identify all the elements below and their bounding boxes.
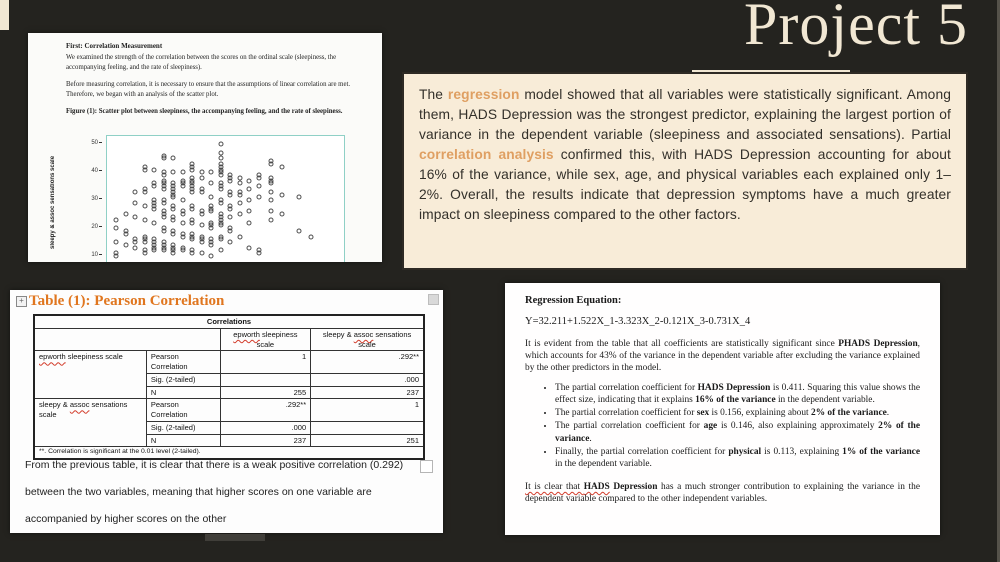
scatter-point bbox=[161, 248, 166, 253]
scatter-point bbox=[256, 195, 261, 200]
scatter-point bbox=[268, 189, 273, 194]
regression-panel bbox=[505, 283, 940, 535]
scatter-y-axis-label: sleepy & assoc sensations scale bbox=[50, 155, 56, 249]
scatter-point bbox=[237, 234, 242, 239]
scatter-point bbox=[171, 170, 176, 175]
scatter-point bbox=[152, 220, 157, 225]
object-anchor-icon bbox=[428, 294, 439, 305]
cell-g2-sig-1: .000 bbox=[220, 421, 311, 434]
scatter-point bbox=[296, 195, 301, 200]
scatter-point bbox=[142, 251, 147, 256]
scatter-point bbox=[142, 203, 147, 208]
cell-g2-pearson-1: .292** bbox=[220, 399, 311, 422]
scatter-point bbox=[209, 181, 214, 186]
scatter-point bbox=[180, 184, 185, 189]
scatter-point bbox=[228, 214, 233, 219]
commentary-line-3: accompanied by higher scores on the other bbox=[25, 513, 227, 526]
scatter-plot-area bbox=[106, 135, 345, 262]
scatter-point bbox=[280, 164, 285, 169]
scatter-point bbox=[218, 201, 223, 206]
table-move-handle-icon[interactable]: + bbox=[16, 296, 27, 307]
scatter-point bbox=[247, 178, 252, 183]
scatter-point bbox=[180, 170, 185, 175]
scatter-point bbox=[199, 175, 204, 180]
table-footnote: **. Correlation is significant at the 0.01 level (2-tailed). bbox=[34, 447, 424, 459]
stat-label: Sig. (2-tailed) bbox=[146, 421, 220, 434]
scatter-point bbox=[218, 142, 223, 147]
scatter-point bbox=[268, 161, 273, 166]
scatter-point bbox=[280, 192, 285, 197]
bullet-item: • The partial correlation coefficient for sex is 0.156, explaining about 2% of the variance. bbox=[555, 407, 920, 419]
scatter-point bbox=[247, 198, 252, 203]
column-header-epworth: epworth sleepiness scale bbox=[220, 328, 311, 351]
scatter-point bbox=[237, 192, 242, 197]
scatter-point bbox=[161, 214, 166, 219]
cell-g2-sig-2 bbox=[311, 421, 424, 434]
scatter-point bbox=[171, 206, 176, 211]
scatter-point bbox=[142, 167, 147, 172]
scatter-point bbox=[199, 212, 204, 217]
scatter-point bbox=[190, 220, 195, 225]
scatter-point bbox=[114, 240, 119, 245]
table-commentary bbox=[25, 458, 433, 540]
scatter-point bbox=[256, 184, 261, 189]
scatter-point bbox=[152, 184, 157, 189]
scatter-point bbox=[161, 228, 166, 233]
scatter-point bbox=[209, 242, 214, 247]
doc-heading: First: Correlation Measurement bbox=[66, 42, 163, 50]
scatter-point bbox=[218, 248, 223, 253]
correlations-table bbox=[33, 314, 425, 460]
scatter-point bbox=[171, 156, 176, 161]
table-header: Correlations bbox=[34, 315, 424, 328]
scatter-point bbox=[268, 198, 273, 203]
scatter-point bbox=[114, 254, 119, 259]
scatter-point bbox=[190, 206, 195, 211]
scatter-point bbox=[209, 254, 214, 259]
scatter-point bbox=[209, 195, 214, 200]
cell-g1-pearson-2: .292** bbox=[311, 351, 424, 374]
scatter-point bbox=[218, 223, 223, 228]
figure-caption: Figure (1): Scatter plot between sleepiness, the accompanying feeling, and the rate of sleepiness. bbox=[66, 108, 343, 116]
row-group-epworth: epworth sleepiness scale bbox=[34, 351, 146, 399]
regression-conclusion: It is clear that HADS Depression has a much stronger contribution to explaining the variance in the dependent variable compared to the other independent variables. bbox=[525, 482, 920, 505]
scatter-point bbox=[199, 251, 204, 256]
scatter-point bbox=[171, 195, 176, 200]
scatter-point bbox=[237, 175, 242, 180]
cell-g2-n-1: 237 bbox=[220, 434, 311, 447]
pearson-table-panel bbox=[10, 290, 443, 533]
scatter-point bbox=[228, 206, 233, 211]
cell-g1-n-2: 237 bbox=[311, 386, 424, 399]
scatter-point bbox=[180, 248, 185, 253]
scatter-point bbox=[199, 223, 204, 228]
table-title-row bbox=[16, 292, 224, 310]
scatter-point bbox=[280, 212, 285, 217]
scatter-point bbox=[142, 240, 147, 245]
row-group-sleepy: sleepy & assoc sensations scale bbox=[34, 399, 146, 447]
scatter-point bbox=[247, 220, 252, 225]
scatter-point bbox=[161, 173, 166, 178]
scatter-point bbox=[199, 189, 204, 194]
scatter-point bbox=[247, 245, 252, 250]
scatter-point bbox=[268, 209, 273, 214]
cell-g1-n-1: 255 bbox=[220, 386, 311, 399]
table-title: Table (1): Pearson Correlation bbox=[29, 293, 225, 309]
scatter-point bbox=[190, 167, 195, 172]
scatter-point bbox=[256, 175, 261, 180]
scatter-point bbox=[256, 251, 261, 256]
scatter-point bbox=[171, 217, 176, 222]
y-tick-label: 20 bbox=[91, 224, 102, 230]
scatter-point bbox=[209, 209, 214, 214]
y-axis-ticks bbox=[84, 135, 102, 262]
cell-g2-n-2: 251 bbox=[311, 434, 424, 447]
scatter-point bbox=[123, 212, 128, 217]
scatter-point bbox=[218, 150, 223, 155]
scatter-point bbox=[199, 170, 204, 175]
scatter-point bbox=[180, 198, 185, 203]
regression-paragraph: It is evident from the table that all coefficients are statistically significant since PHADS Depression, which accounts for 43% of the variance in the dependent variable after excluding the variance explained by the other predictors in the model. bbox=[525, 339, 921, 374]
cell-g2-pearson-2: 1 bbox=[311, 399, 424, 422]
cell-g1-sig-2: .000 bbox=[311, 373, 424, 386]
stat-label: Pearson Correlation bbox=[146, 351, 220, 374]
scatter-point bbox=[209, 170, 214, 175]
scatter-point bbox=[190, 237, 195, 242]
scatter-point bbox=[114, 217, 119, 222]
scatter-point bbox=[209, 226, 214, 231]
bullet-item: • The partial correlation coefficient for age is 0.146, also explaining approximately 2% of the variance. bbox=[555, 420, 920, 444]
scatter-point bbox=[123, 231, 128, 236]
scatter-point bbox=[133, 245, 138, 250]
y-tick-label: 30 bbox=[91, 196, 102, 202]
scatter-point bbox=[228, 228, 233, 233]
bottom-edge-artifact bbox=[205, 534, 265, 541]
scatter-point bbox=[171, 251, 176, 256]
cell-g1-pearson-1: 1 bbox=[220, 351, 311, 374]
scatter-point bbox=[161, 201, 166, 206]
regression-heading: Regression Equation: bbox=[525, 295, 622, 306]
scatter-point bbox=[247, 187, 252, 192]
scatter-point bbox=[268, 217, 273, 222]
scatter-point bbox=[268, 181, 273, 186]
scatter-point bbox=[237, 201, 242, 206]
scatter-point bbox=[180, 220, 185, 225]
doc-paragraph-1: We examined the strength of the correlation between the scores on the ordinal scale (sleepiness, the accompanying feeling, and the rate of sleepiness). bbox=[66, 54, 337, 71]
column-header-sleepy: sleepy & assoc sensations scale bbox=[311, 328, 424, 351]
scatter-point bbox=[237, 212, 242, 217]
scatter-point bbox=[133, 201, 138, 206]
scatter-point bbox=[152, 248, 157, 253]
scatter-point bbox=[228, 240, 233, 245]
cell-g1-sig-1 bbox=[220, 373, 311, 386]
scatter-point bbox=[190, 251, 195, 256]
bullet-item: • Finally, the partial correlation coefficient for physical is 0.113, explaining 1% of the variance in the dependent variable. bbox=[555, 446, 920, 470]
stat-label: Pearson Correlation bbox=[146, 399, 220, 422]
partial-correlation-bullets bbox=[525, 382, 920, 471]
summary-text: The regression model showed that all variables were statistically significant. Among them, HADS Depression was the strongest predictor, explaining the largest portion of variance in the dependent variable (sleepiness and associated sensations). Partial correlation analysis confirmed this, with HADS Depression accounting for about 16% of the variance, while sex, age, and physical variables each explained only 1–2%. Overall, the results indicate that depression symptoms have a much greater impact on sleepiness compared to the other factors. bbox=[419, 87, 952, 222]
y-tick-label: 10 bbox=[91, 252, 102, 258]
stat-label: N bbox=[146, 434, 220, 447]
scatter-point bbox=[199, 240, 204, 245]
scatter-point bbox=[180, 212, 185, 217]
scatter-point bbox=[152, 167, 157, 172]
stat-label: Sig. (2-tailed) bbox=[146, 373, 220, 386]
slide-title: Project 5 bbox=[744, 0, 968, 57]
scatter-point bbox=[228, 178, 233, 183]
corner-accent-strip bbox=[0, 0, 9, 30]
scatter-point bbox=[161, 156, 166, 161]
commentary-line-1: From the previous table, it is clear that there is a weak positive correlation (0.292) bbox=[25, 458, 433, 472]
scatter-point bbox=[142, 217, 147, 222]
scatter-point bbox=[161, 187, 166, 192]
commentary-line-2: between the two variables, meaning that higher scores on one variable are bbox=[25, 486, 372, 499]
scatter-point bbox=[142, 189, 147, 194]
stat-label: N bbox=[146, 386, 220, 399]
scatter-point bbox=[228, 192, 233, 197]
scatter-point bbox=[218, 173, 223, 178]
scatter-point bbox=[247, 209, 252, 214]
scatter-point bbox=[152, 206, 157, 211]
checkbox[interactable] bbox=[420, 460, 433, 473]
summary-text-box bbox=[402, 72, 968, 270]
scatter-point bbox=[218, 156, 223, 161]
bullet-item: • The partial correlation coefficient for HADS Depression is 0.411. Squaring this value shows the effect size, indicating that it explains 16% of the variance in the dependent variable. bbox=[555, 382, 920, 406]
scatter-point bbox=[296, 228, 301, 233]
scatter-point bbox=[218, 187, 223, 192]
blank-cell bbox=[34, 328, 220, 351]
scatter-point bbox=[171, 231, 176, 236]
doc-paragraph-2: Before measuring correlation, it is necessary to ensure that the assumptions of linear correlation are met. Therefore, we began with an analysis of the scatter plot. bbox=[66, 80, 351, 98]
scatter-point bbox=[133, 214, 138, 219]
scatter-point bbox=[123, 242, 128, 247]
scatter-point bbox=[237, 181, 242, 186]
scatter-point bbox=[190, 189, 195, 194]
correlation-doc-panel bbox=[28, 33, 382, 262]
regression-equation: Y=32.211+1.522X_1-3.323X_2-0.121X_3-0.731X_4 bbox=[525, 316, 751, 327]
scatter-point bbox=[180, 234, 185, 239]
scatter-point bbox=[308, 234, 313, 239]
scatter-point bbox=[114, 226, 119, 231]
scatter-point bbox=[133, 189, 138, 194]
y-tick-label: 50 bbox=[91, 140, 102, 146]
scatter-point bbox=[133, 240, 138, 245]
scatter-point bbox=[218, 237, 223, 242]
y-tick-label: 40 bbox=[91, 168, 102, 174]
